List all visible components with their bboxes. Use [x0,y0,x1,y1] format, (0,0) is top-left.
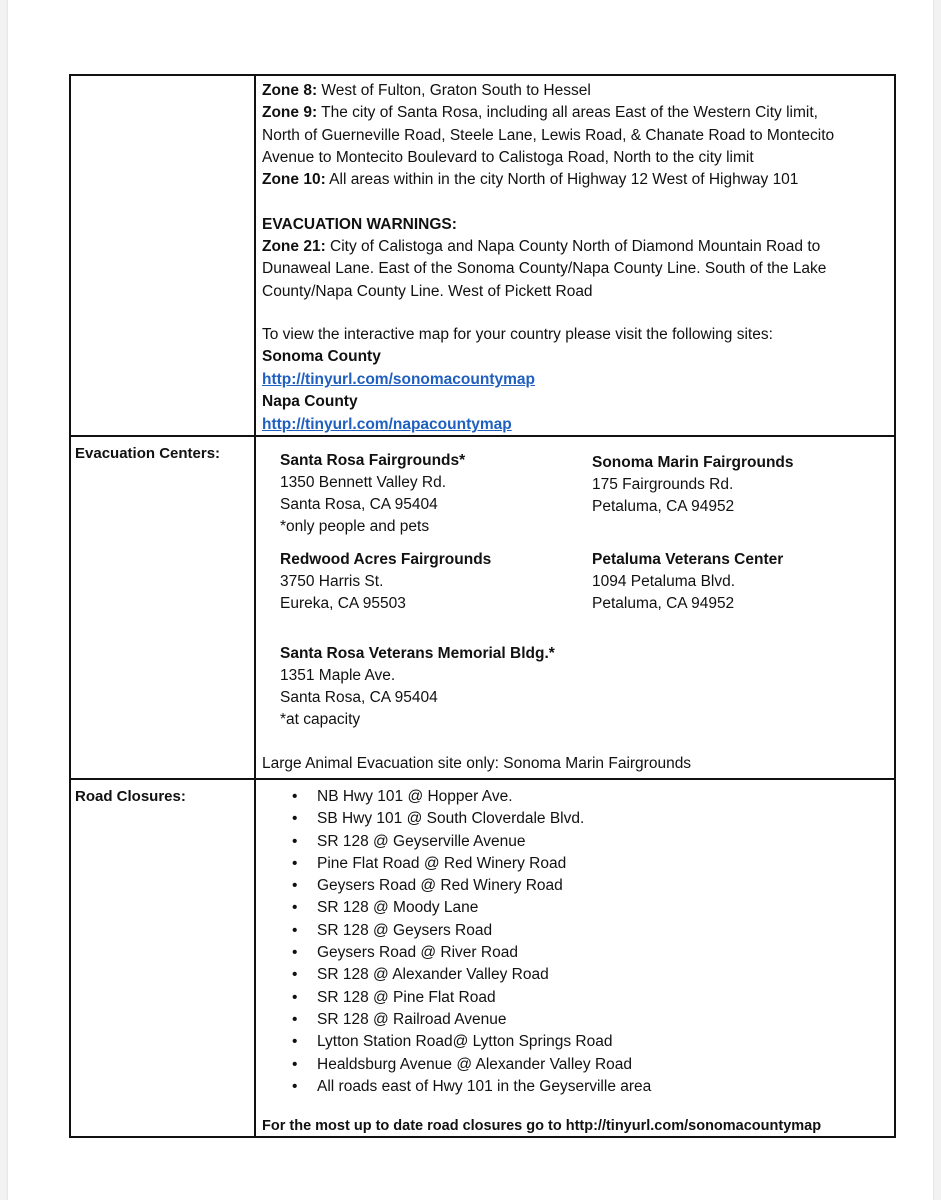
road-closure-text: Pine Flat Road @ Red Winery Road [317,854,567,872]
road-closure-text: SR 128 @ Alexander Valley Road [317,966,549,984]
zone-8-label: Zone 8: [262,82,318,99]
center-sonoma-marin-fairgrounds [592,452,794,518]
zones-cell [262,76,888,435]
road-closure-text: All roads east of Hwy 101 in the Geyserville area [317,1077,652,1095]
column-divider [254,437,256,778]
center-city: Petaluma, CA 94952 [592,498,735,515]
zone-9-line-3: Avenue to Montecito Boulevard to Calistoga Road, North to the city limit [262,149,754,166]
bullet-icon: • [292,944,298,962]
zone-21-line-1 [262,236,820,258]
bullet-icon: • [292,810,298,828]
zone-9-line-1 [262,102,818,124]
center-note: *at capacity [280,711,361,728]
center-name: Santa Rosa Veterans Memorial Bldg.* [280,645,555,662]
bullet-icon: • [292,988,298,1006]
info-table [69,74,896,1138]
bullet-icon: • [292,1055,298,1073]
road-closure-text: SR 128 @ Railroad Avenue [317,1010,507,1028]
zone-8-text: West of Fulton, Graton South to Hessel [317,82,591,99]
center-name: Petaluma Veterans Center [592,551,784,568]
sonoma-county-label: Sonoma County [262,348,381,365]
road-closures-list [292,786,651,1098]
center-city: Petaluma, CA 94952 [592,595,735,612]
napa-map-link[interactable]: http://tinyurl.com/napacountymap [262,416,512,433]
zone-10-line [262,169,798,191]
zone-8-line [262,80,591,102]
map-intro: To view the interactive map for your country please visit the following sites: [262,326,773,343]
road-closure-item [292,786,651,808]
zone-21-line-2: Dunaweal Lane. East of the Sonoma County/Napa County Line. South of the Lake [262,260,827,277]
road-closure-item [292,1031,651,1053]
road-closures-row [71,780,894,1136]
center-redwood-acres-fairgrounds [280,549,491,615]
center-address: 1350 Bennett Valley Rd. [280,474,447,491]
road-closure-item [292,920,651,942]
center-address: 1094 Petaluma Blvd. [592,573,736,590]
evacuation-centers-label: Evacuation Centers: [75,445,221,462]
road-closure-text: Geysers Road @ River Road [317,944,518,962]
zone-9-label: Zone 9: [262,104,318,121]
road-closures-footer: For the most up to date road closures go to http://tinyurl.com/sonomacountymap [262,1118,822,1134]
center-name: Redwood Acres Fairgrounds [280,551,492,568]
road-closure-text: NB Hwy 101 @ Hopper Ave. [317,788,513,805]
bullet-icon: • [292,921,298,939]
bullet-icon: • [292,832,298,850]
zone-21-label: Zone 21: [262,238,326,255]
bullet-icon: • [292,966,298,984]
road-closure-text: SR 128 @ Pine Flat Road [317,988,496,1006]
center-santa-rosa-fairgrounds [280,450,465,538]
warnings-heading: EVACUATION WARNINGS: [262,216,457,233]
center-city: Santa Rosa, CA 95404 [280,689,438,706]
zones-row [71,76,894,437]
road-closure-item [292,875,651,897]
napa-county-label: Napa County [262,393,358,410]
zone-10-text: All areas within in the city North of Highway 12 West of Highway 101 [325,171,799,188]
road-closure-text: Healdsburg Avenue @ Alexander Valley Road [317,1055,633,1073]
sonoma-map-link[interactable]: http://tinyurl.com/sonomacountymap [262,371,535,388]
evacuation-row [71,437,894,780]
column-divider [254,76,256,435]
center-address: 3750 Harris St. [280,573,384,590]
road-closure-item [292,1076,651,1098]
napa-link-line [262,414,512,436]
road-closure-text: SR 128 @ Moody Lane [317,899,479,917]
zone-9-text-1: The city of Santa Rosa, including all areas East of the Western City limit, [317,104,818,121]
large-animal-note: Large Animal Evacuation site only: Sonoma Marin Fairgrounds [262,755,692,772]
bullet-icon: • [292,1010,298,1028]
zone-10-label: Zone 10: [262,171,326,188]
road-closure-item [292,964,651,986]
road-closure-text: Lytton Station Road@ Lytton Springs Road [317,1033,613,1051]
center-address: 175 Fairgrounds Rd. [592,476,734,493]
evacuation-cell [262,437,888,778]
bullet-icon: • [292,788,298,805]
road-closure-item [292,942,651,964]
center-santa-rosa-veterans-memorial [280,643,555,731]
road-closure-item [292,897,651,919]
document-page [8,0,933,1200]
zone-21-text-1: City of Calistoga and Napa County North of Diamond Mountain Road to [325,238,821,255]
bullet-icon: • [292,899,298,917]
road-closure-item [292,853,651,875]
zone-21-line-3: County/Napa County Line. West of Pickett Road [262,283,593,300]
center-address: 1351 Maple Ave. [280,667,396,684]
road-closure-item [292,1009,651,1031]
center-name: Santa Rosa Fairgrounds* [280,452,466,469]
center-city: Santa Rosa, CA 95404 [280,496,438,513]
center-petaluma-veterans-center [592,549,783,615]
road-closure-item [292,831,651,853]
road-closures-cell [262,780,888,1136]
zone-9-line-2: North of Guerneville Road, Steele Lane, Lewis Road, & Chanate Road to Montecito [262,127,835,144]
road-closure-text: SR 128 @ Geysers Road [317,921,493,939]
center-name: Sonoma Marin Fairgrounds [592,454,794,471]
road-closure-item [292,808,651,830]
bullet-icon: • [292,877,298,895]
bullet-icon: • [292,854,298,872]
road-closure-text: SR 128 @ Geyserville Avenue [317,832,526,850]
center-note: *only people and pets [280,518,430,535]
road-closure-text: SB Hwy 101 @ South Cloverdale Blvd. [317,810,585,828]
sonoma-link-line [262,369,535,391]
column-divider [254,780,256,1136]
center-city: Eureka, CA 95503 [280,595,406,612]
bullet-icon: • [292,1033,298,1051]
road-closures-label: Road Closures: [75,788,186,805]
road-closure-item [292,987,651,1009]
road-closure-item [292,1054,651,1076]
road-closure-text: Geysers Road @ Red Winery Road [317,877,563,895]
bullet-icon: • [292,1077,298,1095]
